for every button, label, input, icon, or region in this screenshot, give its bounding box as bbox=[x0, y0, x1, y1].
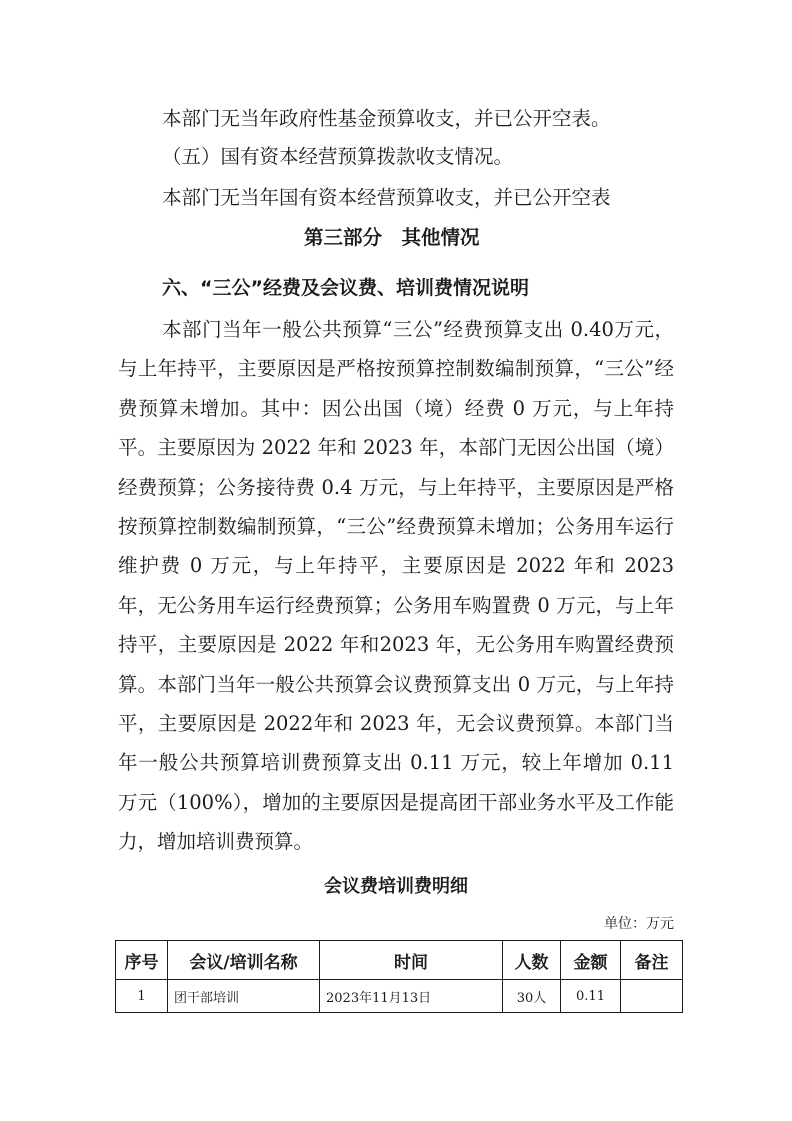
table-row bbox=[116, 980, 683, 1013]
intro-line-1: 本部门无当年政府性基金预算收支，并已公开空表。 bbox=[162, 107, 611, 130]
cell-index: 1 bbox=[116, 980, 168, 1013]
cell-remarks bbox=[621, 980, 683, 1013]
header-time: 时间 bbox=[320, 941, 503, 980]
unit-label: 单位：万元 bbox=[604, 916, 674, 932]
table-header-row bbox=[116, 941, 683, 980]
header-people: 人数 bbox=[503, 941, 561, 980]
header-index: 序号 bbox=[116, 941, 168, 980]
meeting-training-table bbox=[115, 940, 683, 1013]
intro-line-3: 本部门无当年国有资本经营预算收支，并已公开空表 bbox=[162, 186, 611, 209]
heading-six: 六、“三公”经费及会议费、培训费情况说明 bbox=[162, 277, 529, 299]
intro-line-2: （五）国有资本经营预算拨款收支情况。 bbox=[162, 145, 514, 168]
cell-time: 2023年11月13日 bbox=[320, 980, 503, 1013]
table-title: 会议费培训费明细 bbox=[324, 876, 468, 897]
header-name: 会议/培训名称 bbox=[168, 941, 320, 980]
section-title: 第三部分 其他情况 bbox=[304, 226, 480, 249]
cell-amount: 0.11 bbox=[561, 980, 621, 1013]
cell-name: 团干部培训 bbox=[168, 980, 320, 1013]
header-amount: 金额 bbox=[561, 941, 621, 980]
header-remarks: 备注 bbox=[621, 941, 683, 980]
cell-people: 30人 bbox=[503, 980, 561, 1013]
body-paragraph: 本部门当年一般公共预算“三公”经费预算支出 0.40万元，与上年持平，主要原因是严格按预算控制数编制预算，“三公”经费预算未增加。其中：因公出国（境）经费 0 万元，与上年持平。主要原因为 2022 年和 2023 年，本部门无因公出国（境）经费预算；公务接待费 0.4 万元，与上年持平，主要原因是严格按预算控制数编制预算，“三公”经费预算未增加；公务用车运行维护费 0 万元，与上年持平，主要原因是 2022 年和 2023 年，无公务用车运行经费预算；公务用车购置费 0 万元，与上年持平，主要原因是 2022 年和2023 年，无公务用车购置经费预算。本部门当年一般公共预算会议费预算支出 0 万元，与上年持平，主要原因是 2022年和 2023 年，无会议费预算。本部门当年一般公共预算培训费预算支出 0.11 万元，较上年增加 0.11 万元（100%），增加的主要原因是提高团干部业务水平及工作能力，增加培训费预算。 bbox=[118, 318, 674, 854]
